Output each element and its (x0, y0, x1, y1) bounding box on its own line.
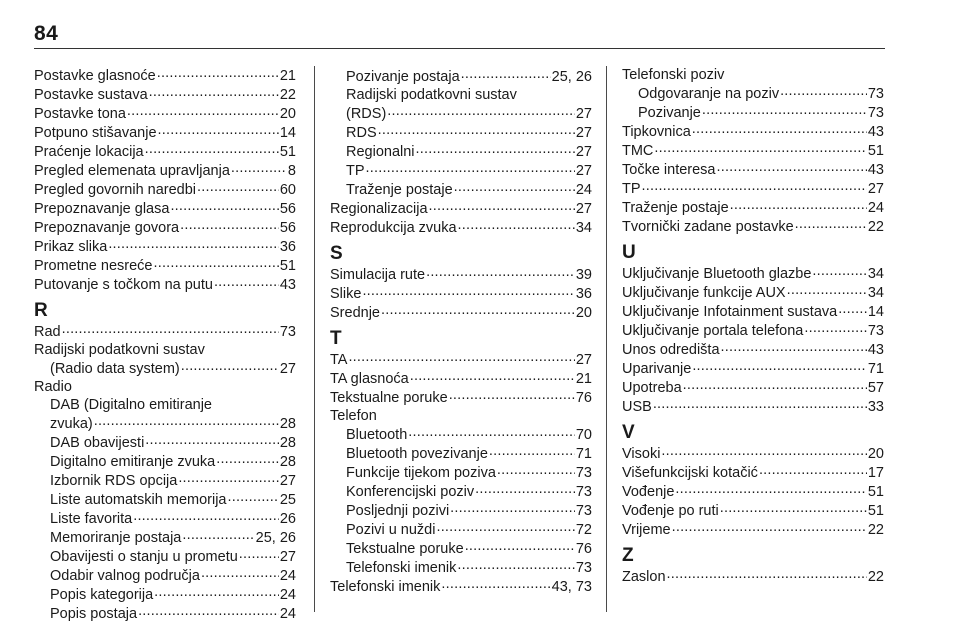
dot-leader (449, 388, 575, 402)
index-entry (34, 180, 296, 199)
entry-text: Odabir valnog područja (50, 568, 200, 584)
dot-leader (231, 161, 287, 175)
entry-text: Uključivanje funkcije AUX (622, 285, 786, 301)
index-subentry (330, 463, 592, 482)
entry-page-number: 51 (867, 143, 884, 159)
dot-leader (157, 66, 279, 80)
entry-text: Regionalni (346, 144, 415, 160)
dot-leader (138, 604, 279, 618)
index-subentry: Radijski podatkovni sustav (346, 87, 517, 103)
entry-text: DAB obavijesti (50, 435, 145, 451)
index-entry (34, 218, 296, 237)
entry-page-number: 43 (867, 162, 884, 178)
dot-leader (154, 585, 279, 599)
index-subentry (622, 103, 884, 122)
index-column-2 (330, 67, 592, 596)
dot-leader (702, 103, 867, 117)
entry-page-number: 27 (575, 201, 592, 217)
dot-leader (378, 123, 575, 137)
dot-leader (348, 350, 574, 364)
entry-page-number: 39 (575, 267, 592, 283)
dot-leader (94, 414, 279, 428)
dot-leader (683, 378, 867, 392)
entry-text: Praćenje lokacija (34, 144, 144, 160)
entry-page-number: 34 (867, 285, 884, 301)
dot-leader (759, 463, 867, 477)
index-entry (330, 369, 592, 388)
index-subentry (330, 520, 592, 539)
entry-page-number: 70 (575, 427, 592, 443)
entry-text: Postavke glasnoće (34, 68, 156, 84)
entry-text: Tekstualne poruke (346, 541, 464, 557)
entry-text: Bluetooth (346, 427, 408, 443)
index-entry (622, 520, 884, 539)
entry-text: Rad (34, 324, 61, 340)
entry-page-number: 27 (575, 144, 592, 160)
entry-page-number: 27 (867, 181, 884, 197)
dot-leader (812, 264, 866, 278)
index-subentry (330, 123, 592, 142)
entry-text: Traženje postaje (346, 182, 453, 198)
entry-text: Prometne nesreće (34, 258, 153, 274)
entry-page-number: 20 (867, 446, 884, 462)
entry-page-number: 24 (867, 200, 884, 216)
entry-text: Putovanje s točkom na putu (34, 277, 213, 293)
dot-leader (642, 179, 867, 193)
dot-leader (133, 509, 279, 523)
index-subentry (330, 501, 592, 520)
entry-page-number: 22 (279, 87, 296, 103)
entry-text: Tekstualne poruke (330, 390, 448, 406)
entry-page-number: 27 (279, 473, 296, 489)
entry-text: Vođenje (622, 484, 675, 500)
index-entry (622, 340, 884, 359)
entry-page-number: 24 (575, 182, 592, 198)
dot-leader (475, 482, 575, 496)
entry-text: TP (622, 181, 641, 197)
entry-page-number: 27 (575, 125, 592, 141)
index-subentry (330, 104, 592, 123)
index-entry (34, 322, 296, 341)
entry-text: Uparivanje (622, 361, 692, 377)
dot-leader (654, 141, 866, 155)
dot-leader (228, 490, 279, 504)
index-letter-heading: V (622, 422, 635, 443)
entry-page-number: 25 (279, 492, 296, 508)
entry-page-number: 27 (575, 163, 592, 179)
index-entry (622, 321, 884, 340)
entry-page-number: 28 (279, 416, 296, 432)
dot-leader (381, 303, 575, 317)
entry-text: Upotreba (622, 380, 682, 396)
entry-text: Uključivanje Bluetooth glazbe (622, 266, 812, 282)
entry-text: Visoki (622, 446, 661, 462)
index-column-3 (622, 66, 884, 586)
entry-page-number: 24 (279, 606, 296, 622)
index-entry (330, 350, 592, 369)
index-entry (622, 567, 884, 586)
dot-leader (153, 256, 278, 270)
index-entry (622, 397, 884, 416)
dot-leader (178, 471, 279, 485)
index-entry (622, 122, 884, 141)
entry-text: Prepoznavanje glasa (34, 201, 170, 217)
entry-page-number: 73 (575, 465, 592, 481)
entry-text: Vrijeme (622, 522, 671, 538)
entry-page-number: 43 (279, 277, 296, 293)
entry-page-number: 43 (867, 124, 884, 140)
dot-leader (461, 67, 551, 81)
entry-page-number: 73 (575, 560, 592, 576)
entry-text: Prikaz slika (34, 239, 108, 255)
dot-leader (458, 218, 575, 232)
dot-leader (426, 265, 575, 279)
entry-page-number: 76 (575, 541, 592, 557)
index-entry (34, 275, 296, 294)
entry-page-number: 73 (867, 323, 884, 339)
entry-text: Izbornik RDS opcija (50, 473, 178, 489)
entry-text: Srednje (330, 305, 380, 321)
entry-page-number: 56 (279, 201, 296, 217)
index-letter-heading: S (330, 243, 343, 264)
dot-leader (149, 85, 279, 99)
dot-leader (780, 84, 867, 98)
entry-page-number: 8 (287, 163, 296, 179)
dot-leader (721, 340, 867, 354)
entry-page-number: 20 (575, 305, 592, 321)
column-divider (314, 66, 315, 612)
index-entry (622, 501, 884, 520)
index-subentry (34, 359, 296, 378)
dot-leader (410, 369, 575, 383)
dot-leader (675, 482, 866, 496)
dot-leader (450, 501, 575, 515)
dot-leader (387, 104, 575, 118)
entry-text: Reprodukcija zvuka (330, 220, 457, 236)
entry-text: Unos odredišta (622, 342, 720, 358)
entry-text: USB (622, 399, 652, 415)
index-subentry (330, 161, 592, 180)
dot-leader (182, 528, 254, 542)
entry-text: TA glasnoća (330, 371, 409, 387)
index-entry (34, 161, 296, 180)
dot-leader (720, 501, 867, 515)
index-subentry (330, 444, 592, 463)
index-entry (622, 482, 884, 501)
index-entry (330, 218, 592, 237)
index-entry (622, 444, 884, 463)
entry-text: Regionalizacija (330, 201, 428, 217)
dot-leader (214, 275, 279, 289)
entry-text: Odgovaranje na poziv (638, 86, 780, 102)
dot-leader (661, 444, 866, 458)
index-subentry (34, 414, 296, 433)
entry-page-number: 34 (575, 220, 592, 236)
dot-leader (201, 566, 279, 580)
dot-leader (416, 142, 575, 156)
index-entry (330, 388, 592, 407)
entry-page-number: 28 (279, 435, 296, 451)
entry-page-number: 51 (867, 484, 884, 500)
index-entry (330, 265, 592, 284)
dot-leader (489, 444, 575, 458)
entry-text: Tvornički zadane postavke (622, 219, 794, 235)
index-entry: Telefon (330, 408, 377, 424)
entry-page-number: 24 (279, 568, 296, 584)
dot-leader (730, 198, 867, 212)
entry-page-number: 36 (575, 286, 592, 302)
entry-text: Uključivanje portala telefona (622, 323, 804, 339)
index-subentry (34, 490, 296, 509)
index-entry (622, 160, 884, 179)
entry-page-number: 21 (575, 371, 592, 387)
index-subentry (34, 452, 296, 471)
entry-text: Posljednji pozivi (346, 503, 450, 519)
page-number: 84 (34, 22, 59, 45)
index-subentry (330, 142, 592, 161)
entry-text: Višefunkcijski kotačić (622, 465, 758, 481)
entry-text: Prepoznavanje govora (34, 220, 180, 236)
dot-leader (366, 161, 575, 175)
entry-text: Uključivanje Infotainment sustava (622, 304, 838, 320)
index-subentry (34, 566, 296, 585)
index-entry (34, 199, 296, 218)
entry-text: Liste favorita (50, 511, 133, 527)
dot-leader (653, 397, 867, 411)
index-subentry (34, 528, 296, 547)
entry-page-number: 72 (575, 522, 592, 538)
index-entry (622, 463, 884, 482)
entry-text: TMC (622, 143, 654, 159)
entry-text: Digitalno emitiranje zvuka (50, 454, 216, 470)
dot-leader (170, 199, 278, 213)
index-entry (330, 577, 592, 596)
index-entry (34, 123, 296, 142)
index-entry (622, 283, 884, 302)
entry-text: Točke interesa (622, 162, 716, 178)
index-entry: Radijski podatkovni sustav (34, 342, 205, 358)
index-letter-heading: R (34, 300, 48, 321)
index-entry (34, 256, 296, 275)
entry-text: TA (330, 352, 348, 368)
index-letter-heading: U (622, 242, 636, 263)
index-subentry (34, 547, 296, 566)
dot-leader (108, 237, 279, 251)
index-entry: Telefonski poziv (622, 67, 725, 83)
entry-page-number: 73 (575, 484, 592, 500)
entry-page-number: 22 (867, 522, 884, 538)
dot-leader (717, 160, 867, 174)
entry-page-number: 57 (867, 380, 884, 396)
index-subentry: DAB (Digitalno emitiranje (50, 397, 212, 413)
entry-text: Pozivanje (638, 105, 701, 121)
entry-text: Simulacija rute (330, 267, 426, 283)
entry-page-number: 60 (279, 182, 296, 198)
entry-text: Liste automatskih memorija (50, 492, 227, 508)
entry-page-number: 17 (867, 465, 884, 481)
index-entry (34, 66, 296, 85)
entry-text: Pregled govornih naredbi (34, 182, 197, 198)
entry-page-number: 27 (575, 352, 592, 368)
entry-page-number: 43 (867, 342, 884, 358)
entry-page-number: 51 (867, 503, 884, 519)
entry-page-number: 73 (867, 86, 884, 102)
dot-leader (497, 463, 575, 477)
entry-text: zvuka) (50, 416, 93, 432)
entry-text: Telefonski imenik (330, 579, 441, 595)
dot-leader (436, 520, 574, 534)
dot-leader (145, 142, 279, 156)
index-letter-heading: Z (622, 545, 634, 566)
index-entry (330, 303, 592, 322)
dot-leader (441, 577, 550, 591)
index-subentry (34, 471, 296, 490)
index-entry (34, 237, 296, 256)
index-subentry (622, 84, 884, 103)
top-rule (34, 48, 885, 49)
entry-text: Postavke sustava (34, 87, 148, 103)
entry-text: Konferencijski poziv (346, 484, 475, 500)
dot-leader (362, 284, 574, 298)
entry-text: Potpuno stišavanje (34, 125, 157, 141)
index-subentry (34, 604, 296, 623)
dot-leader (795, 217, 867, 231)
entry-page-number: 27 (575, 106, 592, 122)
dot-leader (465, 539, 575, 553)
entry-page-number: 73 (279, 324, 296, 340)
entry-text: Bluetooth povezivanje (346, 446, 488, 462)
entry-page-number: 76 (575, 390, 592, 406)
entry-page-number: 27 (279, 361, 296, 377)
index-subentry (330, 180, 592, 199)
entry-page-number: 36 (279, 239, 296, 255)
index-subentry (330, 539, 592, 558)
index-subentry (330, 482, 592, 501)
entry-page-number: 21 (279, 68, 296, 84)
index-entry (622, 359, 884, 378)
entry-text: Memoriranje postaja (50, 530, 182, 546)
dot-leader (180, 218, 279, 232)
dot-leader (692, 122, 867, 136)
index-entry (622, 264, 884, 283)
index-entry (622, 198, 884, 217)
entry-page-number: 71 (867, 361, 884, 377)
dot-leader (197, 180, 279, 194)
index-entry: Radio (34, 379, 72, 395)
index-entry (34, 85, 296, 104)
entry-page-number: 25, 26 (551, 69, 592, 85)
entry-text: Pregled elemenata upravljanja (34, 163, 230, 179)
entry-page-number: 51 (279, 258, 296, 274)
entry-text: Funkcije tijekom poziva (346, 465, 496, 481)
entry-text: TP (346, 163, 365, 179)
entry-page-number: 73 (575, 503, 592, 519)
dot-leader (158, 123, 279, 137)
entry-text: Traženje postaje (622, 200, 729, 216)
index-subentry (34, 585, 296, 604)
entry-text: Popis kategorija (50, 587, 154, 603)
entry-page-number: 25, 26 (255, 530, 296, 546)
entry-text: Postavke tona (34, 106, 126, 122)
entry-text: Telefonski imenik (346, 560, 457, 576)
entry-page-number: 14 (279, 125, 296, 141)
dot-leader (127, 104, 279, 118)
entry-page-number: 34 (867, 266, 884, 282)
dot-leader (216, 452, 279, 466)
dot-leader (62, 322, 279, 336)
entry-text: Vođenje po ruti (622, 503, 719, 519)
dot-leader (239, 547, 279, 561)
entry-page-number: 22 (867, 569, 884, 585)
dot-leader (692, 359, 867, 373)
entry-page-number: 28 (279, 454, 296, 470)
dot-leader (181, 359, 279, 373)
entry-text: Zaslon (622, 569, 666, 585)
dot-leader (667, 567, 867, 581)
index-subentry (34, 509, 296, 528)
index-subentry (330, 425, 592, 444)
entry-text: (Radio data system) (50, 361, 180, 377)
index-entry (330, 284, 592, 303)
dot-leader (804, 321, 867, 335)
entry-page-number: 51 (279, 144, 296, 160)
index-column-1 (34, 66, 296, 623)
dot-leader (145, 433, 279, 447)
entry-page-number: 22 (867, 219, 884, 235)
entry-text: Pozivanje postaja (346, 69, 460, 85)
dot-leader (787, 283, 867, 297)
entry-page-number: 71 (575, 446, 592, 462)
entry-page-number: 27 (279, 549, 296, 565)
column-divider (606, 66, 607, 612)
index-subentry (330, 67, 592, 86)
entry-page-number: 43, 73 (551, 579, 592, 595)
entry-page-number: 73 (867, 105, 884, 121)
entry-text: Slike (330, 286, 362, 302)
index-letter-heading: T (330, 328, 342, 349)
entry-text: Tipkovnica (622, 124, 691, 140)
index-subentry (330, 558, 592, 577)
index-entry (34, 104, 296, 123)
entry-page-number: 33 (867, 399, 884, 415)
entry-page-number: 56 (279, 220, 296, 236)
entry-text: Obavijesti o stanju u prometu (50, 549, 238, 565)
entry-page-number: 14 (867, 304, 884, 320)
entry-text: Popis postaja (50, 606, 138, 622)
dot-leader (429, 199, 575, 213)
entry-text: (RDS) (346, 106, 387, 122)
dot-leader (454, 180, 575, 194)
index-entry (622, 217, 884, 236)
entry-text: RDS (346, 125, 377, 141)
entry-text: Pozivi u nuždi (346, 522, 436, 538)
entry-page-number: 20 (279, 106, 296, 122)
dot-leader (457, 558, 574, 572)
index-entry (622, 378, 884, 397)
index-entry (622, 141, 884, 160)
index-entry (34, 142, 296, 161)
index-subentry (34, 433, 296, 452)
dot-leader (838, 302, 867, 316)
dot-leader (672, 520, 867, 534)
entry-page-number: 24 (279, 587, 296, 603)
dot-leader (408, 425, 575, 439)
index-entry (622, 179, 884, 198)
entry-page-number: 26 (279, 511, 296, 527)
index-entry (330, 199, 592, 218)
index-entry (622, 302, 884, 321)
